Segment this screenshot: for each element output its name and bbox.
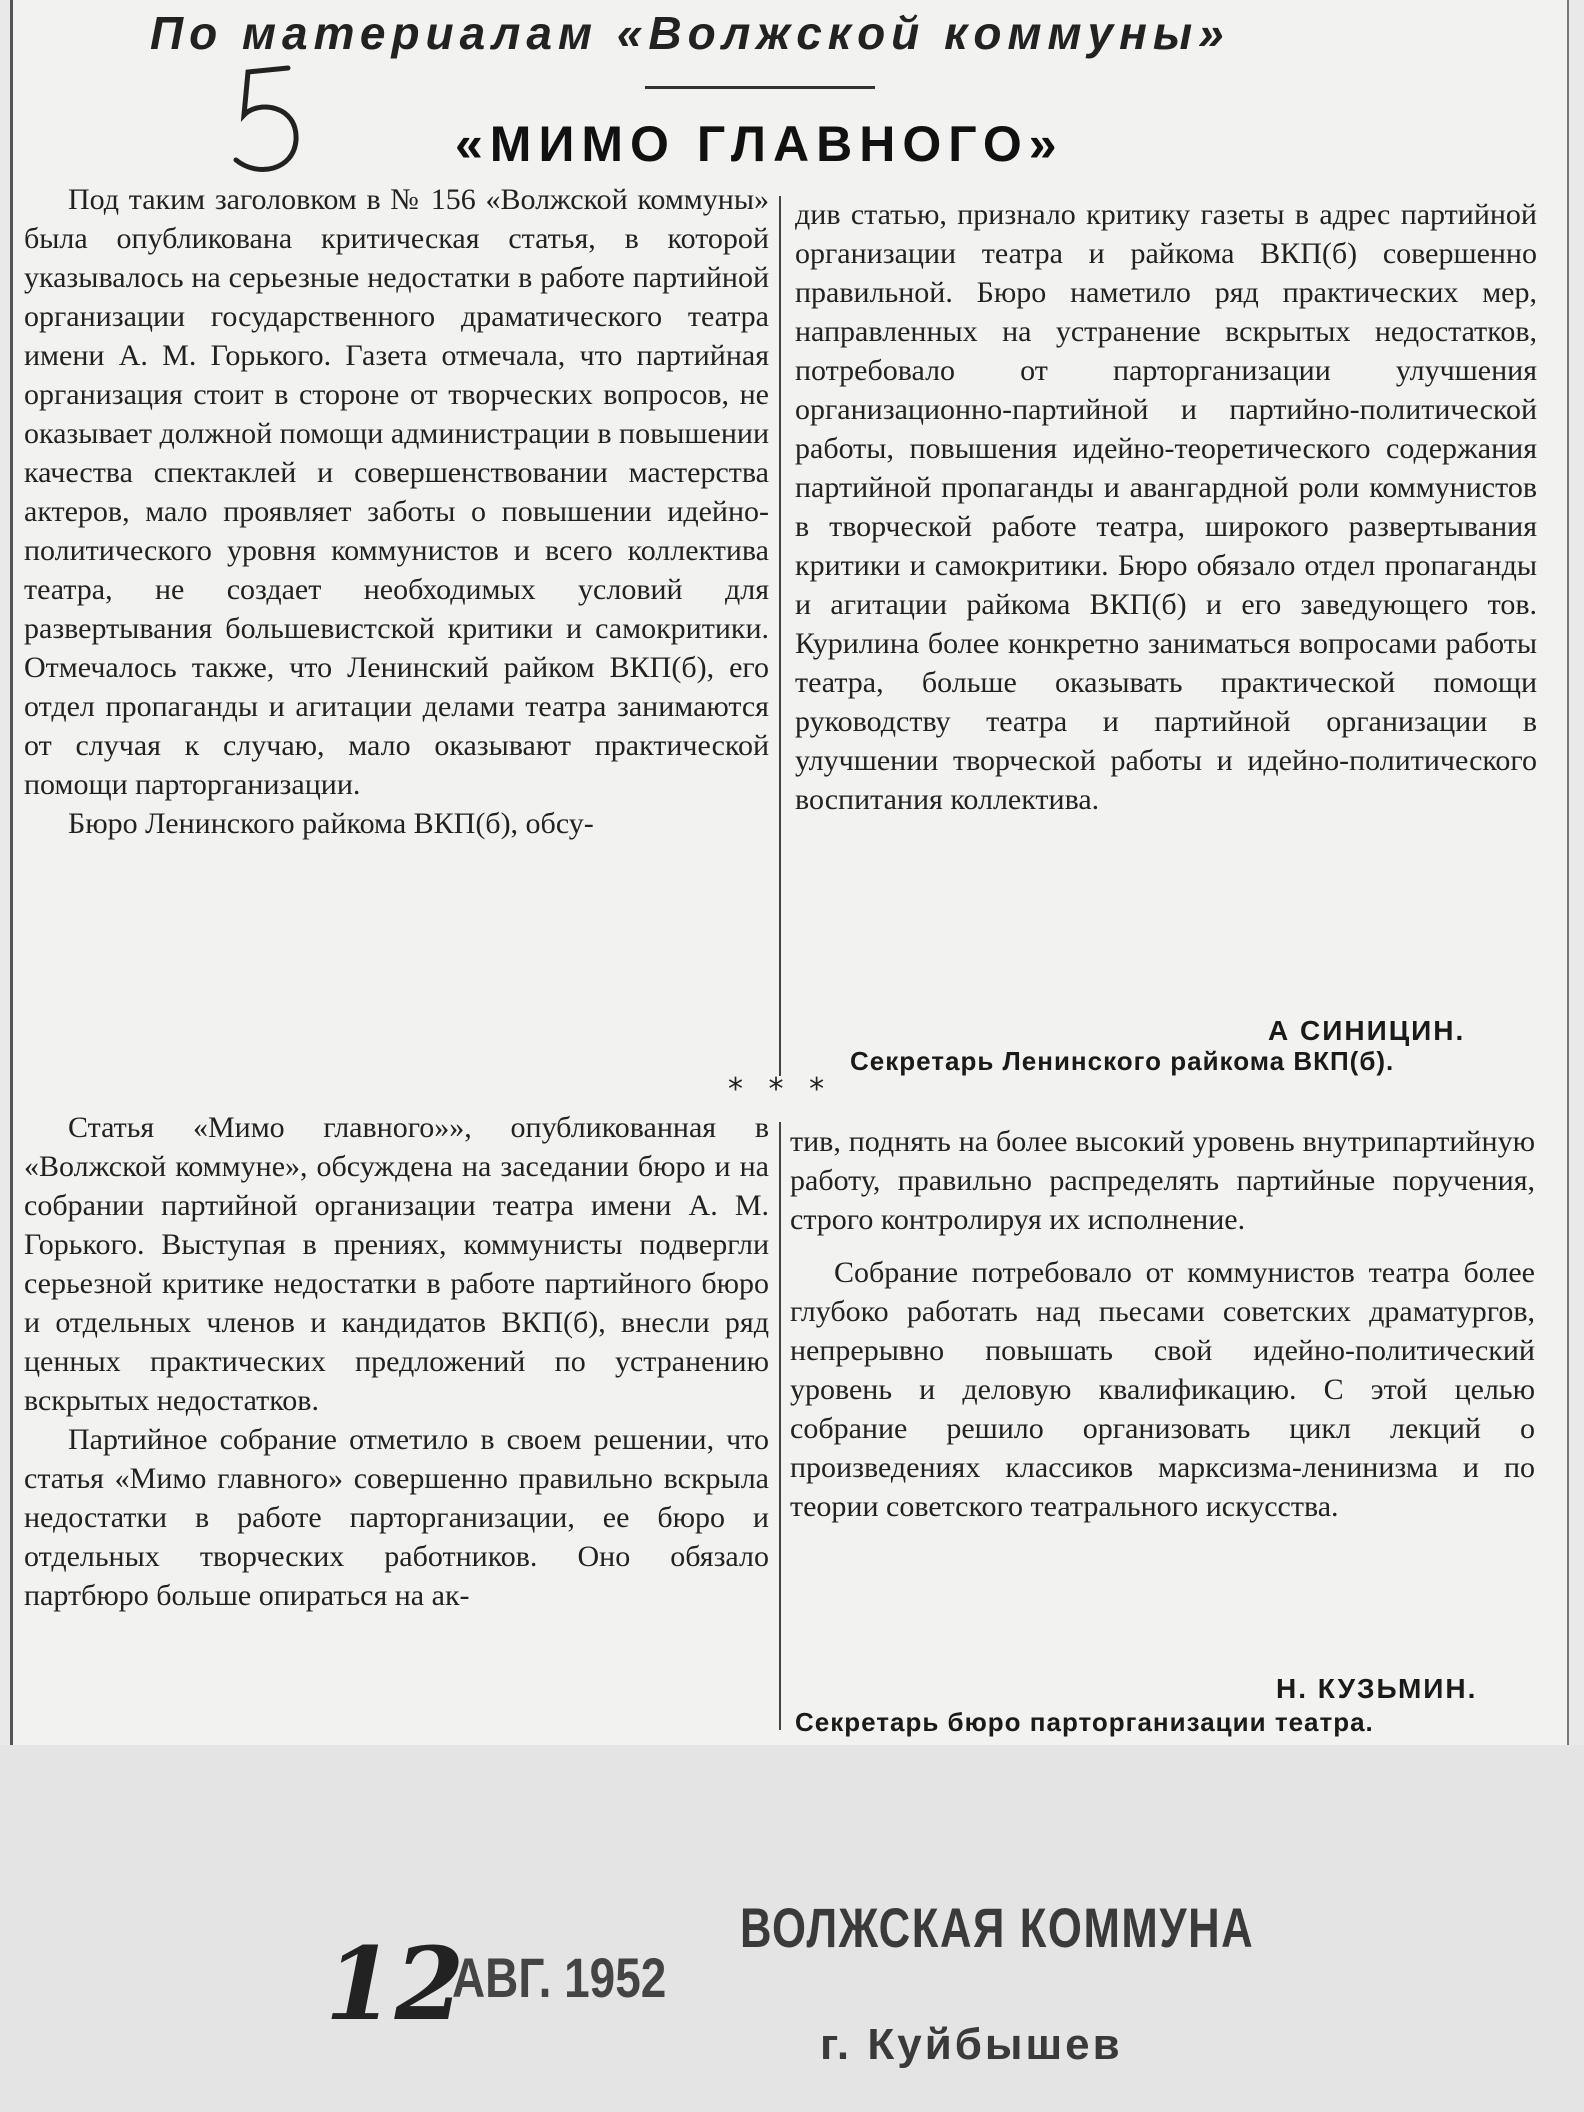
stamp-city: г. Куйбышев (820, 2020, 1123, 2069)
signature-name: Н. КУЗЬМИН. (1276, 1673, 1478, 1704)
article2-paragraph: тив, поднять на более высокий уровень внутрипартийную работу, правильно распределять партийные поручения, строго контролируя их исполнение. (790, 1125, 1535, 1236)
article1-paragraph: Под таким заголовком в № 156 «Волжской коммуны» была опубликована критическая статья, в которой указывалось на серьезные недостатки в работе партийной организации государственного драматического театра имени А. М. Горького. Газета отмечала, что партийная организация стоит в стороне от творческих вопросов, не оказывает должной помощи администрации в повышении качества спектаклей и совершенствовании мастерства актеров, мало проявляет заботы о повышении идейно-политического уровня коммунистов и всего коллектива театра, не создает необходимых условий для развертывания большевистской критики и самокритики. Отмечалось также, что Ленинский райком ВКП(б), его отдел пропаганды и агитации делами театра занимаются от случая к случаю, мало оказывают практической помощи парторганизации. (24, 183, 769, 801)
rubric-heading: По материалам «Волжской коммуны» (150, 7, 1230, 59)
article1-paragraph: Бюро Ленинского райкома ВКП(б), обсу- (68, 807, 594, 840)
article2-column-right (790, 1122, 1535, 1526)
handwritten-mark-icon (218, 60, 318, 190)
signature-title: Секретарь бюро парторганизации театра. (795, 1707, 1374, 1737)
stamp-handwritten-day: 12 (325, 1925, 465, 2043)
article-headline: «МИМО ГЛАВНОГО» (455, 116, 1064, 172)
article1-column-right (795, 195, 1537, 819)
article2-paragraph: Статья «Мимо главного»», опубликованная в «Волжской коммуне», обсуждена на заседании бюро и на собрании партийной организации театра имени А. М. Горького. Выступая в прениях, коммунисты подвергли серьезной критике недостатки в работе партийного бюро и отдельных членов и кандидатов ВКП(б), внесли ряд ценных практических предложений по устранению вскрытых недостатков. (24, 1111, 769, 1417)
signature-title: Секретарь Ленинского райкома ВКП(б). (850, 1046, 1395, 1076)
column-divider (779, 196, 781, 1076)
stamp-newspaper-name: ВОЛЖСКАЯ КОММУНА (740, 1896, 1255, 1959)
stamp-date: АВГ. 1952 (452, 1946, 667, 2009)
signature-name: А СИНИЦИН. (1268, 1015, 1466, 1046)
article2-paragraph: Партийное собрание отметило в своем решении, что статья «Мимо главного» совершенно правильно вскрыла недостатки в работе парторганизации, ее бюро и отдельных творческих работников. Оно обязало партбюро больше опираться на ак- (24, 1423, 769, 1612)
column-divider (779, 1122, 781, 1730)
article1-paragraph: див статью, признало критику газеты в адрес партийной организации театра и райкома ВКП(б) совершенно правильной. Бюро наметило ряд практических мер, направленных на устранение вскрытых недостатков, потребовало от парторганизации улучшения организационно-партийной и партийно-политической работы, повышения идейно-теоретического содержания партийной пропаганды и авангардной роли коммунистов в творческой работе театра, широкого развертывания критики и самокритики. Бюро обязало отдел пропаганды и агитации райкома ВКП(б) и его заведующего тов. Курилина более конкретно заниматься вопросами работы театра, больше оказывать практической помощи руководству театра и партийной организации в улучшении творческой работы и идейно-политического воспитания коллектива. (795, 198, 1537, 816)
rubric-rule (645, 86, 875, 89)
article2-paragraph: Собрание потребовало от коммунистов театра более глубоко работать над пьесами советских драматургов, непрерывно повышать свой идейно-политический уровень и деловую квалификацию. С этой целью собрание решило организовать цикл лекций о произведениях классиков марксизма-ленинизма и по теории советского театрального искусства. (790, 1256, 1535, 1523)
section-separator: * * * (728, 1072, 833, 1107)
article1-column-left (24, 180, 769, 843)
article2-column-left (24, 1108, 769, 1615)
